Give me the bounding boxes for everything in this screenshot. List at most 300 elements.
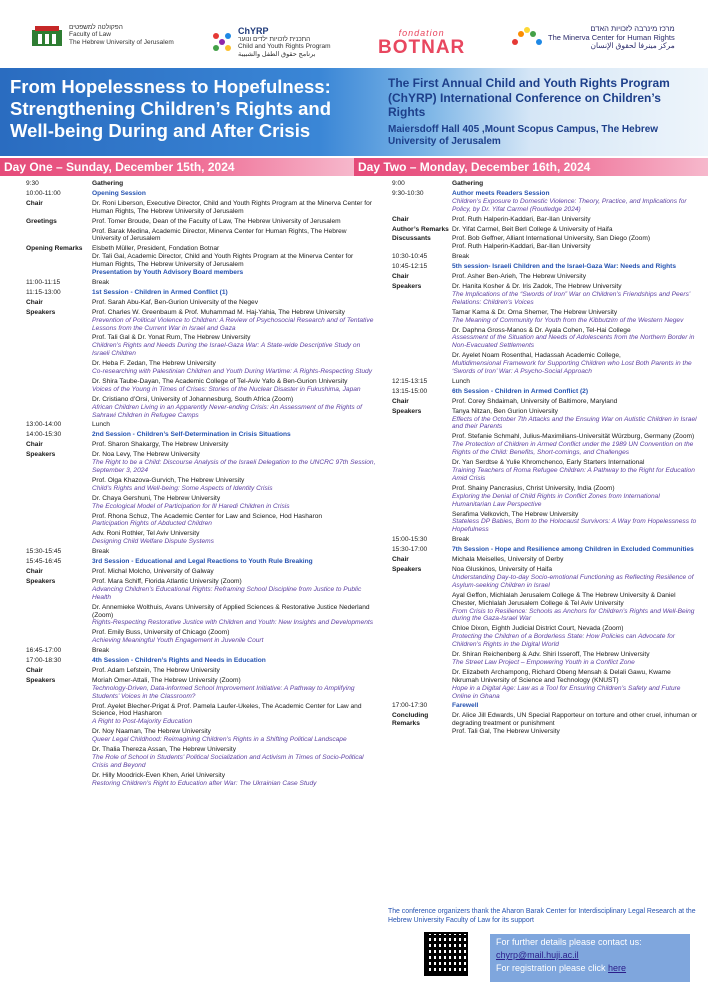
schedule-text: Prof. Ruth Halperin-Kaddari, Bar-Ilan University [452, 243, 591, 251]
schedule-row [392, 253, 698, 261]
talk-title: Protecting the Children of a Borderless State: How Policies can Advocate for Children’s Rights in the Digital World [452, 633, 675, 649]
schedule-content [452, 556, 698, 564]
schedule-text: Prof. Ruth Halperin-Kaddari, Bar-Ilan University [452, 215, 591, 223]
chyrp-logo [210, 26, 331, 58]
day-one-header: Day One – Sunday, December 15th, 2024 [0, 158, 354, 176]
schedule-content [92, 218, 376, 226]
schedule-text: Break [92, 278, 110, 286]
building-icon [30, 22, 64, 48]
schedule-label [392, 309, 452, 325]
schedule-label: 10:00-11:00 [26, 189, 61, 197]
talk-title: Assessment of the Situation and Needs of Adolescents from the Northern Border in Non-Evacuated Settlements [452, 334, 695, 350]
schedule-content [92, 360, 376, 376]
schedule-row [392, 216, 698, 224]
schedule-label [26, 513, 92, 529]
schedule-text: Dr. Elizabeth Archampong, Richard Obeng Mensah & Delali Gawu, Kwame Nkrumah University of Science and Technology (KNUST) [452, 668, 671, 684]
schedule-row [26, 289, 376, 297]
contact-email-link[interactable]: chyrp@mail.huji.ac.il [496, 950, 579, 961]
schedule-row [26, 309, 376, 333]
talk-title: Advancing Children’s Educational Rights: Reframing School Discipline from Justice to Public Health [92, 585, 362, 601]
schedule-content [452, 327, 698, 351]
talk-title: Children’s Rights and Needs During the Israel-Gaza War: A State-wide Descriptive Study on Israeli Children [92, 342, 361, 358]
schedule-content [452, 702, 698, 710]
schedule-label: Speakers [392, 282, 422, 290]
talk-title: Achieving Meaningful Youth Engagement in Juvenile Court [92, 637, 264, 645]
schedule-content [92, 245, 376, 277]
schedule-row [392, 702, 698, 710]
schedule-row [392, 669, 698, 701]
schedule-row [26, 200, 376, 216]
schedule-row [26, 396, 376, 420]
schedule-content [92, 728, 376, 744]
schedule-label: Speakers [26, 577, 56, 585]
schedule-text: Dr. Hilly Moodrick-Even Khen, Ariel University [92, 771, 226, 779]
schedule-content [92, 431, 376, 439]
schedule-label [392, 352, 452, 376]
talk-title: The Meaning of Community for Youth from the Kibbutzim of the Western Negev [452, 316, 684, 324]
minerva-logo [510, 24, 675, 52]
schedule-content [452, 226, 698, 234]
schedule-content [92, 703, 376, 727]
schedule-label: 15:45-16:45 [26, 558, 62, 566]
talk-title: A Right to Post-Majority Education [92, 718, 193, 726]
law-faculty-text: הפקולטה למשפטים Faculty of Law The Hebrew University of Jerusalem [69, 23, 174, 46]
schedule-text: Prof. Sharon Shakargy, The Hebrew University [92, 441, 229, 449]
schedule-label: 11:15-13:00 [26, 288, 61, 296]
schedule-label: Chair [26, 567, 43, 575]
schedule-label: Speakers [392, 565, 422, 573]
talk-title: Hope in a Digital Age: Law as a Tool for Ensuring Children’s Safety and Future Online in Ghana [452, 684, 681, 700]
session-title: Farewell [452, 702, 479, 710]
contact-line: For further details please contact us: [496, 937, 642, 947]
schedule-label: Chair [392, 397, 409, 405]
schedule-text: Dr. Yan Serdtse & Yulie Khromchenco, Early Starters International [452, 459, 645, 467]
schedule-label: 9:30-10:30 [392, 189, 424, 197]
schedule-text: Dr. Noy Naaman, The Hebrew University [92, 728, 211, 736]
schedule-content [452, 566, 698, 590]
schedule-text: Break [92, 548, 110, 556]
schedule-label: Chair [392, 215, 409, 223]
schedule-row [26, 513, 376, 529]
schedule-text: Dr. Shira Taube-Dayan, The Academic College of Tel-Aviv Yafo & Ben-Gurion University [92, 377, 348, 385]
schedule-row [392, 546, 698, 554]
schedule-text: Tamar Kama & Dr. Orna Shemer, The Hebrew University [452, 308, 618, 316]
schedule-text: Break [92, 647, 110, 655]
schedule-content [92, 289, 376, 297]
schedule-row [392, 485, 698, 509]
schedule-content [452, 263, 698, 271]
schedule-row [26, 421, 376, 429]
schedule-label: Discussants [392, 235, 431, 243]
schedule-row [26, 604, 376, 628]
schedule-content [92, 299, 376, 307]
schedule-content [92, 677, 376, 701]
schedule-label [26, 728, 92, 744]
schedule-content [92, 441, 376, 449]
talk-title: Child’s Rights and Well-being: Some Aspects of Identity Crisis [92, 484, 273, 492]
session-title: Presentation by Youth Advisory Board members [92, 269, 244, 277]
schedule-label: 12:15-13:15 [392, 377, 428, 385]
schedule-row [392, 625, 698, 649]
schedule-text: Prof. Charles W. Greenbaum & Prof. Muhammad M. Haj-Yahia, The Hebrew University [92, 308, 345, 316]
schedule-text: Dr. Tali Gal, Academic Director, Child and Youth Rights Program at the Minerva Center for Human Rights, The Hebrew University of Jerusalem [92, 253, 354, 269]
schedule-text: Dr. Annemieke Wolthuis, Avans University of Applied Sciences & Restorative Justice Nederland (Zoom) [92, 603, 370, 619]
registration-link[interactable]: here [608, 963, 627, 974]
schedule-content [92, 334, 376, 358]
schedule-text: Prof. Adam Lefstein, The Hebrew University [92, 666, 220, 674]
talk-title: Exploring the Denial of Child Rights in Conflict Zones from International Humanitarian Law Perspective [452, 492, 660, 508]
schedule-label [26, 604, 92, 628]
schedule-content [452, 408, 698, 432]
schedule-row [26, 360, 376, 376]
schedule-content [452, 433, 698, 457]
schedule-content [452, 388, 698, 396]
schedule-content [452, 216, 698, 224]
schedule-row [392, 190, 698, 214]
schedule-text: Prof. Barak Medina, Academic Director, Minerva Center for Human Rights, The Hebrew University of Jerusalem [92, 227, 347, 243]
schedule-content [92, 190, 376, 198]
schedule-text: Chloe Dixon, Eighth Judicial District Court, Nevada (Zoom) [452, 625, 624, 633]
schedule-label: 13:15-15:00 [392, 387, 428, 395]
registration-text: For registration please click [496, 963, 609, 974]
schedule-text: Dr. Chaya Gershuni, The Hebrew University [92, 494, 221, 502]
schedule-label [392, 625, 452, 649]
schedule-content [452, 459, 698, 483]
schedule-content [452, 625, 698, 649]
registration-qr-code[interactable] [424, 932, 468, 976]
schedule-label: Opening Remarks [26, 245, 83, 253]
schedule-content [92, 548, 376, 556]
talk-title: Effects of the October 7th Attacks and the Ensuing War on Autistic Children in Israel and their Parents [452, 415, 697, 431]
schedule-content [92, 228, 376, 244]
schedule-text: Prof. Michal Molcho, University of Galway [92, 567, 214, 575]
schedule-label: 17:00-17:30 [392, 702, 428, 710]
day-two-header: Day Two – Monday, December 16th, 2024 [354, 158, 708, 176]
children-icon [210, 30, 234, 54]
schedule-row [392, 408, 698, 432]
schedule-text: Elsbeth Müller, President, Fondation Botnar [92, 245, 220, 253]
schedule-row [26, 530, 376, 546]
schedule-label [392, 511, 452, 535]
schedule-row [392, 352, 698, 376]
talk-title: The Street Law Project – Empowering Youth in a Conflict Zone [452, 658, 635, 666]
schedule-text: Dr. Cristiano d’Orsi, University of Johannesburg, South Africa (Zoom) [92, 395, 294, 403]
schedule-label: Speakers [392, 407, 422, 415]
schedule-text: Prof. Shainy Pancrasius, Christ University, India (Zoom) [452, 484, 615, 492]
botnar-logo [378, 28, 465, 57]
schedule-row [392, 556, 698, 564]
talk-title: The Ecological Model of Participation for Ill Haredi Children in Crisis [92, 502, 290, 510]
schedule-label: 10:45-12:15 [392, 263, 428, 271]
schedule-text: Prof. Olga Khazova-Gurvich, The Hebrew University [92, 476, 245, 484]
schedule-label [26, 495, 92, 511]
schedule-row [26, 334, 376, 358]
schedule-text: Dr. Noa Levy, The Hebrew University [92, 451, 200, 459]
schedule-content [92, 421, 376, 429]
schedule-label: 15:00-15:30 [392, 536, 428, 544]
minerva-text: מרכז מינרבה לזכויות האדם The Minerva Center for Human Rights مركز مينرفا لحقوق الإنسان [548, 24, 675, 51]
schedule-row [26, 728, 376, 744]
schedule-label [26, 530, 92, 546]
schedule-row [26, 629, 376, 645]
schedule-text: Prof. Stefanie Schmahl, Julius-Maximilians-Universität Würzburg, Germany (Zoom) [452, 433, 695, 441]
schedule-label: 16:45-17:00 [26, 647, 62, 655]
schedule-row [26, 228, 376, 244]
schedule-text: Break [452, 536, 470, 544]
schedule-text: Lunch [92, 421, 110, 429]
schedule-row [26, 558, 376, 566]
schedule-row [26, 431, 376, 439]
schedule-content [452, 398, 698, 406]
schedule-label [392, 485, 452, 509]
schedule-content [452, 536, 698, 544]
schedule-row [392, 651, 698, 667]
schedule-content [452, 180, 698, 188]
schedule-text: Prof. Mara Schiff, Florida Atlantic University (Zoom) [92, 577, 242, 585]
schedule-label [26, 629, 92, 645]
talk-title: Co-researching with Palestinian Children and Youth During Wartime: A Rights-Respecting Study [92, 368, 373, 376]
schedule-content [92, 667, 376, 675]
schedule-row [26, 495, 376, 511]
schedule-label: Greetings [26, 217, 57, 225]
schedule-text: Noa Gluskinos, University of Haifa [452, 565, 553, 573]
schedule-label [392, 327, 452, 351]
talk-title: African Children Living in an Apparently Never-ending Crisis: An Assessment of the Rights of Sahrawi Children in Refugee Camps [92, 403, 362, 419]
schedule-row [392, 235, 698, 251]
schedule-row [26, 772, 376, 788]
schedule-label: Author’s Remarks [392, 225, 449, 233]
schedule-row [392, 283, 698, 307]
schedule-row [26, 378, 376, 394]
talk-title: Training Teachers of Roma Refugee Children: A Pathway to the Right for Education Amid Crisis [452, 467, 695, 482]
day-one-schedule [26, 180, 376, 790]
contact-box [490, 934, 690, 982]
schedule-content [452, 352, 698, 376]
schedule-label: Concluding Remarks [392, 712, 429, 728]
schedule-label [392, 651, 452, 667]
session-title: 2nd Session - Children’s Self-Determination in Crisis Situations [92, 431, 291, 439]
schedule-text: Prof. Sarah Abu-Kaf, Ben-Gurion University of the Negev [92, 298, 259, 306]
talk-title: Queer Legal Childhood: Reimagining Children’s Rights in a Shifting Political Landscape [92, 736, 347, 744]
talk-title: Restoring Children’s Right to Education after War: The Ukrainian Case Study [92, 779, 317, 787]
schedule-content [92, 180, 376, 188]
schedule-label: Chair [26, 441, 43, 449]
day-two-schedule [392, 180, 698, 738]
schedule-content [92, 568, 376, 576]
schedule-content [452, 669, 698, 701]
schedule-row [26, 548, 376, 556]
schedule-content [452, 273, 698, 281]
schedule-content [92, 513, 376, 529]
schedule-text: Moriah Omer-Attali, The Hebrew University (Zoom) [92, 676, 241, 684]
talk-title: Designing Child Welfare Dispute Systems [92, 538, 214, 546]
schedule-content [92, 578, 376, 602]
schedule-text: Prof. Asher Ben-Arieh, The Hebrew University [452, 273, 587, 281]
schedule-content [452, 190, 698, 214]
schedule-text: Dr. Alice Jill Edwards, UN Special Rapporteur on torture and other cruel, inhuman or degrading treatment or punishment [452, 712, 698, 728]
schedule-content [92, 495, 376, 511]
conference-venue: Maiersdoff Hall 405 ,Mount Scopus Campus, The Hebrew University of Jerusalem [388, 123, 659, 148]
schedule-content [452, 511, 698, 535]
talk-title: Stateless DP Babies, Born to the Holocaust Survivors: A Way from Hopelessness to Hopefulness [452, 518, 697, 534]
schedule-label: Chair [392, 273, 409, 281]
schedule-row [26, 218, 376, 226]
schedule-row [26, 657, 376, 665]
schedule-row [392, 459, 698, 483]
schedule-row [392, 378, 698, 386]
schedule-text: Prof. Corey Shdaimah, University of Baltimore, Maryland [452, 397, 618, 405]
schedule-label: 9:00 [392, 180, 405, 187]
schedule-content [452, 253, 698, 261]
schedule-text: Ayal Geffon, Michlalah Jerusalem College & The Hebrew University & Daniel Chester, Michlalah Jerusalem College & Tel Aviv University [452, 591, 676, 607]
talk-title: Children’s Exposure to Domestic Violence: Theory, Practice, and Implications for Policy, by Dr. Yifat Carmel (Routledge 2024) [452, 197, 687, 213]
talk-title: Technology-Driven, Data-informed School Improvement Initiative: A Pathway to Amplifying Students’ Voices in the Classroom? [92, 684, 355, 700]
schedule-row [392, 388, 698, 396]
schedule-text: Lunch [452, 377, 470, 385]
schedule-label [26, 703, 92, 727]
schedule-row [26, 245, 376, 277]
session-title: 7th Session - Hope and Resilience among Children in Excluded Communities [452, 546, 694, 554]
schedule-row [392, 273, 698, 281]
people-circle-icon [510, 24, 544, 52]
schedule-text: Dr. Daphna Gross-Manos & Dr. Ayala Cohen, Tel-Hai College [452, 326, 631, 334]
schedule-row [26, 667, 376, 675]
schedule-content [92, 477, 376, 493]
schedule-content [92, 396, 376, 420]
schedule-content [92, 647, 376, 655]
chyrp-subtitle: התכנית לזכויות ילדים ונוער Child and Youth Rights Program برنامج حقوق الطفل والشبيبة [238, 36, 331, 58]
schedule-label: Speakers [26, 451, 56, 459]
schedule-row [392, 226, 698, 234]
schedule-label [26, 746, 92, 770]
schedule-text: Dr. Roni Liberson, Executive Director, Child and Youth Rights Program at the Minerva Center for Human Rights, The Hebrew University of Jerusalem [92, 199, 373, 215]
logo-strip [0, 0, 708, 68]
schedule-label: 10:30-10:45 [392, 253, 428, 261]
talk-title: Multidimensional Framework for Supporting Children who Lost Both Parents in the ‘Swords of Iron’ War: A Psycho-Social Approach [452, 360, 692, 376]
schedule-content [92, 604, 376, 628]
schedule-label [26, 378, 92, 394]
schedule-label: Chair [26, 199, 43, 207]
schedule-label [26, 772, 92, 788]
schedule-text: Prof. Tali Gal, The Hebrew University [452, 728, 560, 736]
acknowledgement: The conference organizers thank the Aharon Barak Center for Interdisciplinary Legal Research at the Hebrew University Faculty of Law for its support [388, 908, 696, 924]
session-title: 1st Session - Children in Armed Conflict (1) [92, 288, 228, 296]
schedule-row [392, 263, 698, 271]
schedule-label: 9:30 [26, 180, 39, 187]
schedule-text: Dr. Yifat Carmel, Beit Berl College & University of Haifa [452, 225, 613, 233]
schedule-text: Dr. Shiran Reichenberg & Adv. Shiri Isseroff, The Hebrew University [452, 651, 650, 659]
conference-title: From Hopelessness to Hopefulness: Strengthening Children’s Rights and Well-being During and After Crisis [10, 76, 332, 142]
schedule-label: 17:00-18:30 [26, 657, 62, 665]
talk-title: From Crisis to Resilience: Schools as Anchors for Children’s Rights and Well-Being during the Gaza-Israel War [452, 607, 695, 623]
session-title: 3rd Session - Educational and Legal Reactions to Youth Rule Breaking [92, 558, 313, 566]
schedule-content [92, 772, 376, 788]
schedule-row [26, 677, 376, 701]
chyrp-name: ChYRP [238, 26, 269, 36]
schedule-label [26, 396, 92, 420]
schedule-text: Gathering [452, 180, 484, 187]
schedule-row [26, 703, 376, 727]
schedule-text: Prof. Emily Buss, University of Chicago (Zoom) [92, 629, 230, 637]
schedule-content [92, 200, 376, 216]
schedule-row [392, 180, 698, 188]
session-title: Opening Session [92, 189, 146, 197]
talk-title: The Right to be a Child: Discourse Analysis of the Israeli Delegation to the UNCRC 97th Session, September 3, 2024 [92, 459, 376, 474]
schedule-text: Dr. Thalia Thereza Assan, The Hebrew University [92, 746, 237, 754]
contact-footer [410, 930, 680, 990]
schedule-row [26, 299, 376, 307]
schedule-row [26, 441, 376, 449]
schedule-row [26, 578, 376, 602]
schedule-row [26, 647, 376, 655]
schedule-row [392, 536, 698, 544]
schedule-row [392, 398, 698, 406]
schedule-content [452, 651, 698, 667]
schedule-content [452, 235, 698, 251]
schedule-label [26, 228, 92, 244]
schedule-text: Tanya Nitzan, Ben Gurion University [452, 407, 558, 415]
schedule-content [92, 558, 376, 566]
schedule-label [26, 477, 92, 493]
law-faculty-logo [30, 22, 174, 48]
title-banner [0, 68, 708, 156]
schedule-content [92, 657, 376, 665]
session-title: 4th Session - Children’s Rights and Needs in Education [92, 657, 266, 665]
talk-title: The Role of School in Students’ Political Socialization and Activism in Times of Socio-Political Crisis and Beyond [92, 754, 364, 769]
schedule-content [92, 309, 376, 333]
schedule-row [392, 566, 698, 590]
schedule-text: Prof. Tali Gal & Dr. Yonat Rum, The Hebrew University [92, 334, 251, 342]
schedule-label: 13:00-14:00 [26, 421, 62, 429]
schedule-row [26, 477, 376, 493]
schedule-label: 14:00-15:30 [26, 431, 62, 439]
schedule-content [452, 309, 698, 325]
schedule-row [392, 309, 698, 325]
schedule-label [392, 433, 452, 457]
schedule-content [92, 451, 376, 475]
schedule-text: Adv. Roni Rothler, Tel Aviv University [92, 530, 200, 538]
schedule-text: Prof. Ayelet Blecher-Prigat & Prof. Pamela Laufer-Ukeles, The Academic Center for Law and Science, Hod Hasharon [92, 702, 362, 718]
schedule-row [26, 190, 376, 198]
conference-program-title: The First Annual Child and Youth Rights Program (ChYRP) International Conference on Children’s Rights [388, 76, 670, 120]
schedule-row [26, 180, 376, 188]
conference-info [388, 76, 698, 149]
schedule-label [392, 459, 452, 483]
talk-title: The Protection of Children in Armed Conflict under the 1989 UN Convention on the Rights of the Child: Benefits, Short-comings, and Challenges [452, 441, 694, 457]
schedule-label: 15:30-15:45 [26, 548, 62, 556]
schedule-row [26, 746, 376, 770]
schedule-row [392, 433, 698, 457]
schedule-text: Prof. Rhona Schuz, The Academic Center for Law and Science, Hod Hasharon [92, 512, 323, 520]
schedule-content [92, 279, 376, 287]
schedule-content [452, 712, 698, 736]
schedule-label: 11:00-11:15 [26, 278, 61, 286]
schedule-row [392, 712, 698, 736]
schedule-label: Speakers [26, 676, 56, 684]
talk-title: Rights-Respecting Restorative Justice with Children and Youth: New Insights and Developments [92, 619, 373, 627]
schedule-content [92, 530, 376, 546]
schedule-label: Chair [26, 298, 43, 306]
session-title: 5th session- Israeli Children and the Israel-Gaza War: Needs and Rights [452, 263, 677, 271]
botnar-name: BOTNAR [378, 37, 466, 58]
talk-title: Voices of the Young in Times of Crises: Stories of the Nuclear Disaster in Fukushima, Japan [92, 385, 361, 393]
talk-title: The Implications of the “Swords of Iron” War on Children’s Friendships and Peers’ Relations: Children’s Voices [452, 290, 690, 306]
talk-title: Participation Rights of Abducted Children [92, 520, 212, 528]
schedule-text: Dr. Heba F. Zedan, The Hebrew University [92, 360, 216, 368]
session-title: 6th Session - Children in Armed Conflict (2) [452, 387, 589, 395]
schedule-row [392, 592, 698, 624]
schedule-row [392, 511, 698, 535]
